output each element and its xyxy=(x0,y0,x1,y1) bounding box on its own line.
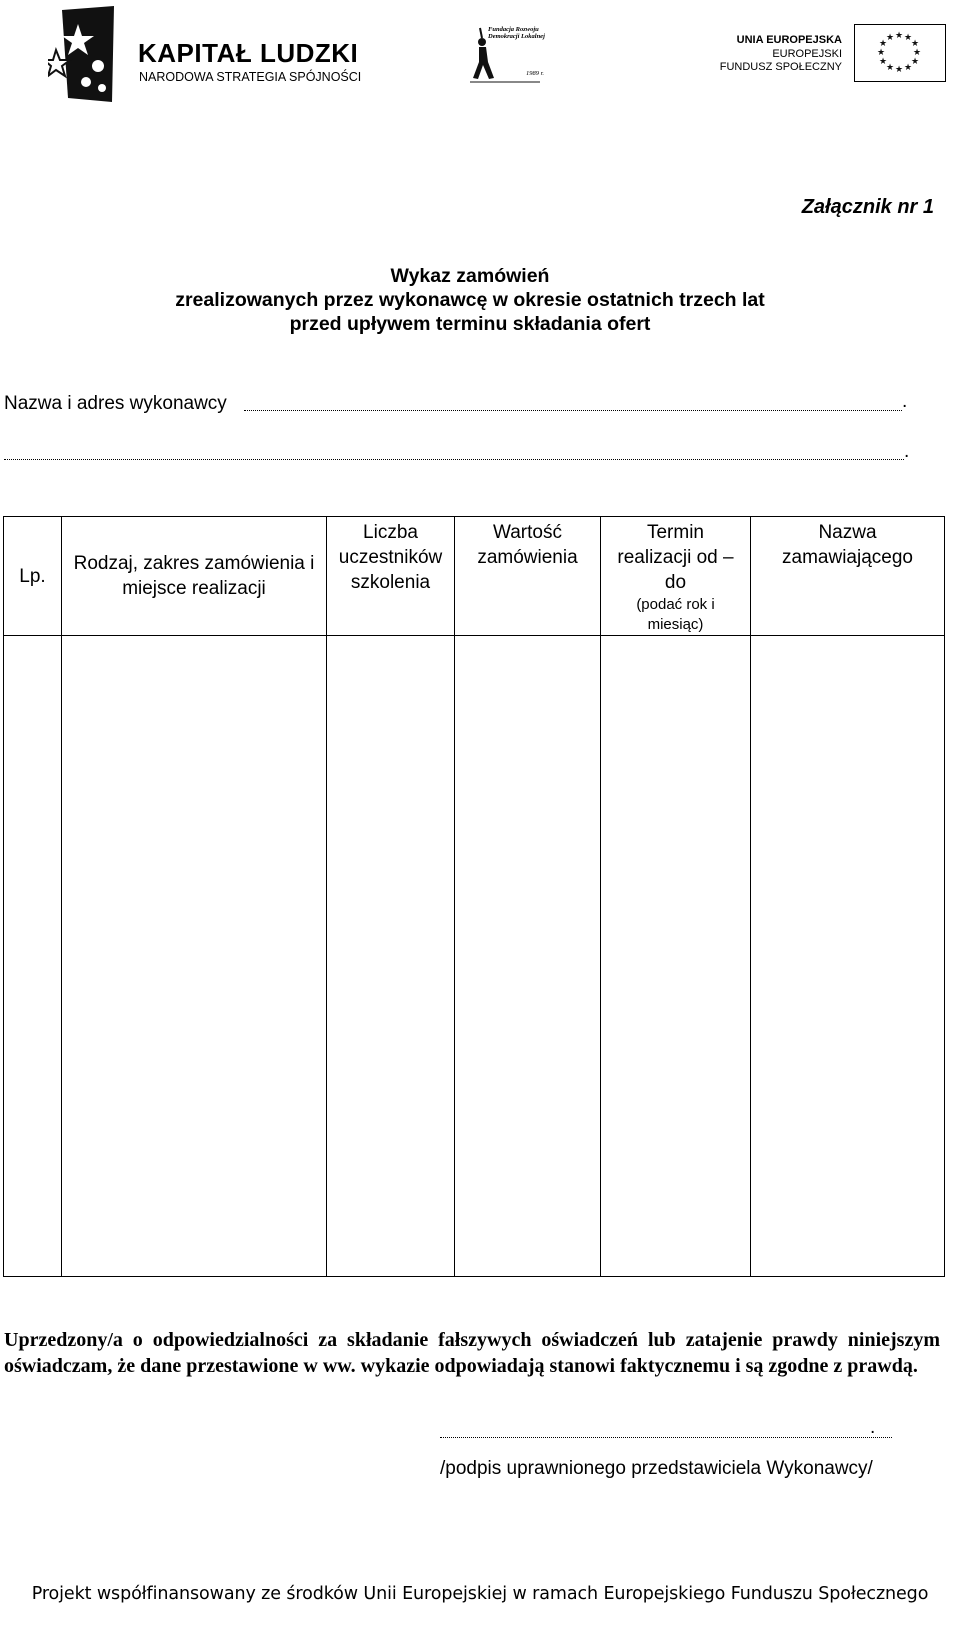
contractor-label: Nazwa i adres wykonawcy xyxy=(4,393,227,414)
contractor-dotted-line-2 xyxy=(4,459,904,460)
fundacja-year: 1989 r. xyxy=(526,70,545,77)
kapital-ludzki-subtitle: NARODOWA STRATEGIA SPÓJNOŚCI xyxy=(139,70,362,84)
eu-flag-icon xyxy=(854,24,946,82)
fundacja-logo xyxy=(470,22,562,86)
svg-text:★: ★ xyxy=(903,33,913,43)
cell-nazwa[interactable] xyxy=(751,636,945,1277)
svg-text:★: ★ xyxy=(910,39,920,49)
svg-text:★: ★ xyxy=(876,48,886,58)
header-nazwa: Nazwa zamawiającego xyxy=(751,517,945,636)
cell-rodzaj[interactable] xyxy=(62,636,327,1277)
contractor-dotted-line-1-end: . xyxy=(902,391,908,412)
header-liczba: Liczba uczestników szkolenia xyxy=(327,517,455,636)
orders-table xyxy=(3,516,945,1277)
cell-wartosc[interactable] xyxy=(455,636,601,1277)
signature-caption: /podpis uprawnionego przedstawiciela Wykonawcy/ xyxy=(440,1458,873,1479)
svg-text:★: ★ xyxy=(894,31,904,41)
contractor-dotted-line-1 xyxy=(244,410,902,411)
header-lp: Lp. xyxy=(4,517,62,636)
title-line-3: przed upływem terminu składania ofert xyxy=(289,313,651,335)
svg-text:★: ★ xyxy=(878,57,888,67)
svg-text:★: ★ xyxy=(878,39,888,49)
contractor-dotted-line-2-end: . xyxy=(904,441,910,462)
footer-text: Projekt współfinansowany ze środków Unii Europejskiej w ramach Europejskiego Funduszu Społecznego xyxy=(31,1584,929,1604)
eu-logo-line3: FUNDUSZ SPOŁECZNY xyxy=(719,61,842,73)
signature-dotted-line xyxy=(440,1437,892,1438)
eu-logo-line2: EUROPEJSKI xyxy=(772,48,842,60)
declaration-text: Uprzedzony/a o odpowiedzialności za składanie fałszywych oświadczeń lub zatajenie prawdy niniejszym oświadczam, że dane przestawione w ww. wykazie odpowiadają stanowi faktycznemu i są zgodne z prawdą. xyxy=(4,1329,940,1377)
svg-text:★: ★ xyxy=(910,57,920,67)
annex-label: Załącznik nr 1 xyxy=(801,196,934,218)
kapital-ludzki-emblem-icon xyxy=(48,6,120,102)
svg-text:★: ★ xyxy=(894,65,904,75)
eu-logo xyxy=(718,24,946,84)
eu-stars-icon xyxy=(855,25,944,80)
svg-text:★: ★ xyxy=(912,48,922,58)
cell-termin[interactable] xyxy=(601,636,751,1277)
header-wartosc: Wartość zamówienia xyxy=(455,517,601,636)
title-line-2: zrealizowanych przez wykonawcę w okresie ostatnich trzech lat xyxy=(175,289,765,311)
svg-text:★: ★ xyxy=(903,63,913,73)
kapital-ludzki-title: KAPITAŁ LUDZKI xyxy=(138,38,359,68)
header-termin-note: (podać rok i miesiąc) xyxy=(636,596,715,633)
cell-lp[interactable] xyxy=(4,636,62,1277)
eu-logo-line1: UNIA EUROPEJSKA xyxy=(736,34,842,46)
header-rodzaj: Rodzaj, zakres zamówienia i miejsce realizacji xyxy=(62,517,327,636)
cell-liczba[interactable] xyxy=(327,636,455,1277)
header-termin xyxy=(601,517,751,636)
signature-dotted-line-end: . xyxy=(870,1417,876,1438)
kapital-ludzki-logo xyxy=(48,6,378,102)
title-line-1: Wykaz zamówień xyxy=(390,265,550,287)
header-termin-label: Termin realizacji od – do xyxy=(617,522,734,593)
table-header-row xyxy=(4,517,945,636)
svg-text:★: ★ xyxy=(885,33,895,43)
table-row xyxy=(4,636,945,1277)
fundacja-name: Fundacja Rozwoju Demokracji Lokalnej xyxy=(488,26,545,40)
svg-text:★: ★ xyxy=(885,63,895,73)
